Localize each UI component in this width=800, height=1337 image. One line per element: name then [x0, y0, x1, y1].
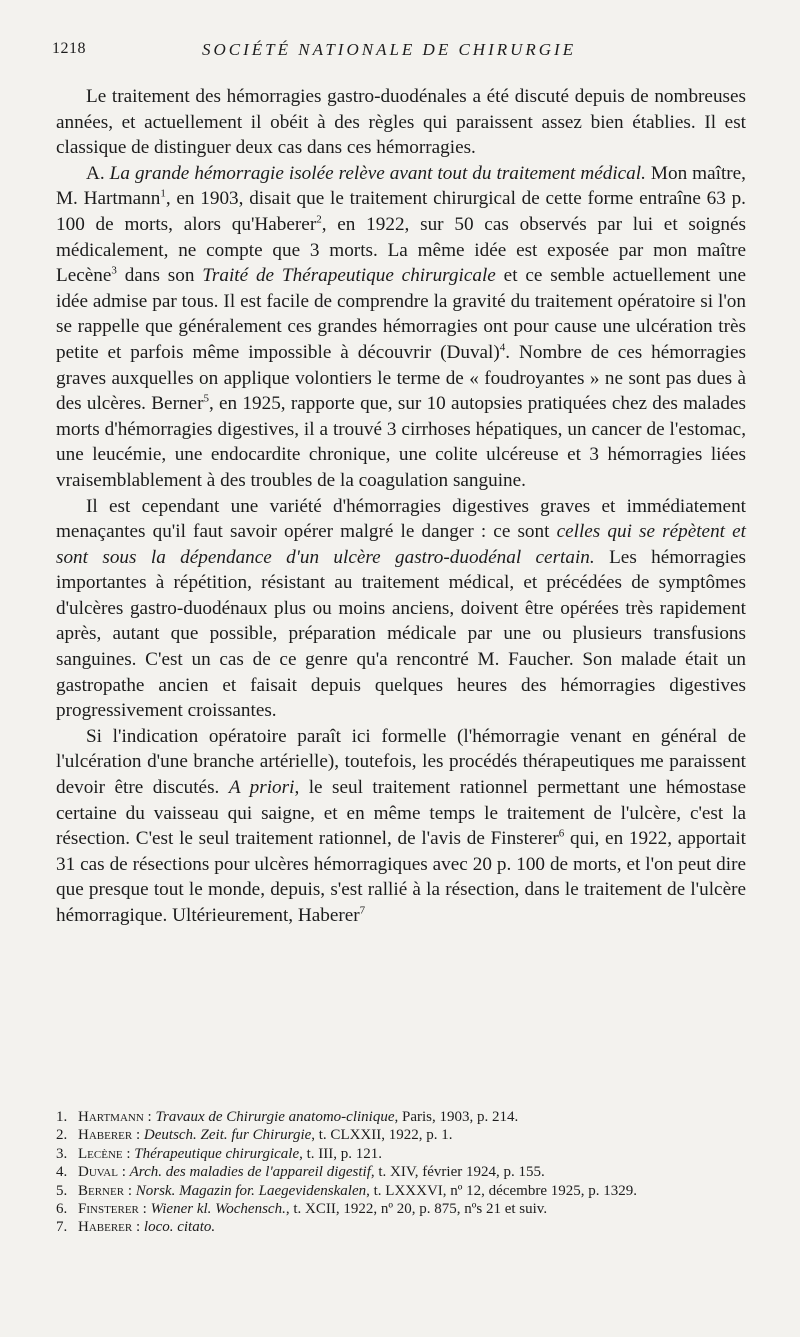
- footnote-separator: :: [117, 1164, 130, 1181]
- footnote-title: Norsk. Magazin for. Laegevidenskalen: [135, 1182, 367, 1199]
- footnote-number: 2.: [56, 1127, 68, 1144]
- paragraph-a-thesis: La grande hémorragie isolée relève avant tout du traitement médical.: [109, 162, 646, 184]
- footnote-title: Thérapeutique chirurgicale: [134, 1145, 300, 1162]
- paragraph-c-text: Si l'indication opératoire paraît ici formelle (l'hémorragie venant en général de l'ulcération d'une branche artérielle), toutefois, les procédés thérapeutiques me paraissent devoir être discutés.: [56, 725, 746, 799]
- footnote-separator: :: [138, 1201, 151, 1218]
- paragraph-c: [56, 724, 746, 929]
- footnote-ref: 5: [203, 392, 209, 405]
- paragraph-a-text: , en 1903, disait que le traitement chirurgical de cette forme entraîne 63 p. 100 de morts, alors qu'Haberer: [56, 188, 746, 235]
- footnote-title: Travaux de Chirurgie anatomo-clinique: [155, 1109, 395, 1125]
- a-priori-phrase: A priori: [228, 777, 295, 799]
- footnote-ref: 7: [359, 904, 366, 917]
- paragraph-a-text: et ce semble actuellement une idée admise par tous. Il est facile de comprendre la gravité du traitement opératoire si l'on se rappelle que généralement ces grandes hémorragies ont pour cause une ulcération très petite et parfois même impossible à découvrir (Duval): [56, 265, 747, 363]
- footnote: [56, 1182, 746, 1200]
- paragraph-intro-text: Le traitement des hémorragies gastro-duodénales a été discuté depuis de nombreuses années, et actuellement il obéit à des règles qui paraissent assez bien établies. Il est classique de distinguer deux cas dans ces hémorragies.: [56, 86, 746, 159]
- footnote: [56, 1145, 746, 1163]
- footnote-author: Hartmann: [78, 1109, 144, 1125]
- footnote-details: , Paris, 1903, p. 214.: [394, 1109, 519, 1125]
- footnote-author: Lecène: [78, 1145, 123, 1162]
- footnote: [56, 1200, 746, 1218]
- footnote-author: Berner: [78, 1182, 125, 1199]
- footnote-separator: :: [132, 1127, 144, 1144]
- footnote-number: 6.: [56, 1201, 68, 1218]
- paragraph-a-text: . Nombre de ces hémorragies graves auxquelles on applique volontiers le terme de « foudroyantes » ne sont pas dues à des ulcères. Berner: [56, 341, 746, 415]
- footnote-title: Deutsch. Zeit. fur Chirurgie: [143, 1127, 312, 1144]
- footnote-author: Finsterer: [78, 1201, 139, 1218]
- footnote-author: Haberer: [78, 1127, 133, 1144]
- footnote-title: Arch. des maladies de l'appareil digestif: [129, 1164, 371, 1181]
- footnote-ref: 4: [499, 341, 506, 354]
- footnote-ref: 6: [558, 827, 565, 840]
- footnote-ref: 2: [316, 213, 322, 226]
- footnote: [56, 1108, 746, 1126]
- page-number: 1218: [52, 40, 86, 57]
- footnote: [56, 1126, 746, 1144]
- footnote-author: Haberer: [78, 1219, 133, 1236]
- running-header: [52, 40, 752, 64]
- book-title: Traité de Thérapeutique chirurgicale: [202, 265, 496, 287]
- footnote-number: 4.: [56, 1164, 68, 1181]
- footnote-details: , t. III, p. 121.: [299, 1145, 383, 1162]
- paragraph-b-thesis: celles qui se répètent et sont sous la dépendance d'un ulcère gastro-duodénal certain.: [56, 521, 746, 568]
- paragraph-a: [56, 161, 746, 494]
- journal-title: SOCIÉTÉ NATIONALE DE CHIRURGIE: [202, 40, 577, 59]
- footnote-ref: 3: [111, 264, 117, 277]
- footnote-number: 3.: [56, 1145, 68, 1162]
- footnote-details: , t. XIV, février 1924, p. 155.: [370, 1164, 545, 1181]
- footnote-title: Wiener kl. Wochensch.: [150, 1201, 286, 1218]
- footnote-ref: 1: [160, 187, 166, 200]
- footnote-details: , t. LXXXVI, nº 12, décembre 1925, p. 1329.: [366, 1182, 637, 1199]
- footnote-author: Duval: [78, 1164, 118, 1181]
- paragraph-a-text: , en 1922, sur 50 cas observés par lui et soignés médicalement, ne compte que 3 morts. La même idée est exposée par mon maître Lecène: [56, 213, 746, 287]
- footnote: [56, 1163, 746, 1181]
- footnote-number: 7.: [56, 1219, 68, 1236]
- paragraph-a-text: , en 1925, rapporte que, sur 10 autopsies pratiquées chez des malades morts d'hémorragies digestives, il a trouvé 3 cirrhoses hépatiques, un cancer de l'estomac, une leucémie, une endocardite chronique, une colite ulcéreuse et 3 hémorragies liées vraisemblablement à des troubles de la coagulation sanguine.: [56, 393, 746, 491]
- body-text: [56, 84, 746, 929]
- paragraph-a-text: dans son: [116, 265, 203, 287]
- footnote-details: , t. XCII, 1922, nº 20, p. 875, nºs 21 et suiv.: [285, 1201, 548, 1218]
- footnote-separator: :: [124, 1182, 136, 1199]
- footnote-number: 5.: [56, 1182, 68, 1199]
- footnote-title: loco. citato.: [143, 1219, 216, 1236]
- paragraph-c-text: qui, en 1922, apportait 31 cas de résections pour ulcères hémorragiques avec 20 p. 100 de morts, et l'on peut dire que presque tout le monde, depuis, s'est rallié à la résection, dans le traitement de l'ulcère hémorragique. Ultérieurement, Haberer: [56, 828, 746, 926]
- paragraph-b-text: Les hémorragies importantes à répétition, résistant au traitement médical, et précédées de symptômes d'ulcères gastro-duodénaux plus ou moins anciens, doivent être opérées très rapidement après, autant que possible, préparation médicale par une ou plusieurs transfusions sanguines. C'est un cas de ce genre qu'a rencontré M. Faucher. Son malade était un gastropathe ancien et faisait depuis quelques heures des hémorragies digestives progressivement croissantes.: [56, 546, 746, 722]
- paragraph-c-text: , le seul traitement rationnel permettant une hémostase certaine du vaisseau qui saigne, et en même temps le traitement de l'ulcère, c'est la résection. C'est le seul traitement rationnel, de l'avis de Finsterer: [56, 777, 746, 850]
- footnote-separator: :: [132, 1219, 144, 1236]
- footnote: [56, 1218, 746, 1236]
- paragraph-a-lead: A.: [86, 162, 110, 184]
- paragraph-b: [56, 494, 746, 724]
- footnote-separator: :: [122, 1145, 135, 1162]
- paragraph-a-text: Mon maître, M. Hartmann: [56, 162, 746, 210]
- footnote-separator: :: [143, 1109, 156, 1125]
- paragraph-intro: [56, 84, 746, 161]
- footnotes: [56, 1108, 746, 1237]
- paragraph-b-text: Il est cependant une variété d'hémorragies digestives graves et immédiatement menaçantes qu'il faut savoir opérer malgré le danger : ce sont: [56, 495, 746, 543]
- footnote-details: , t. CLXXII, 1922, p. 1.: [311, 1127, 453, 1144]
- footnote-number: 1.: [56, 1109, 68, 1125]
